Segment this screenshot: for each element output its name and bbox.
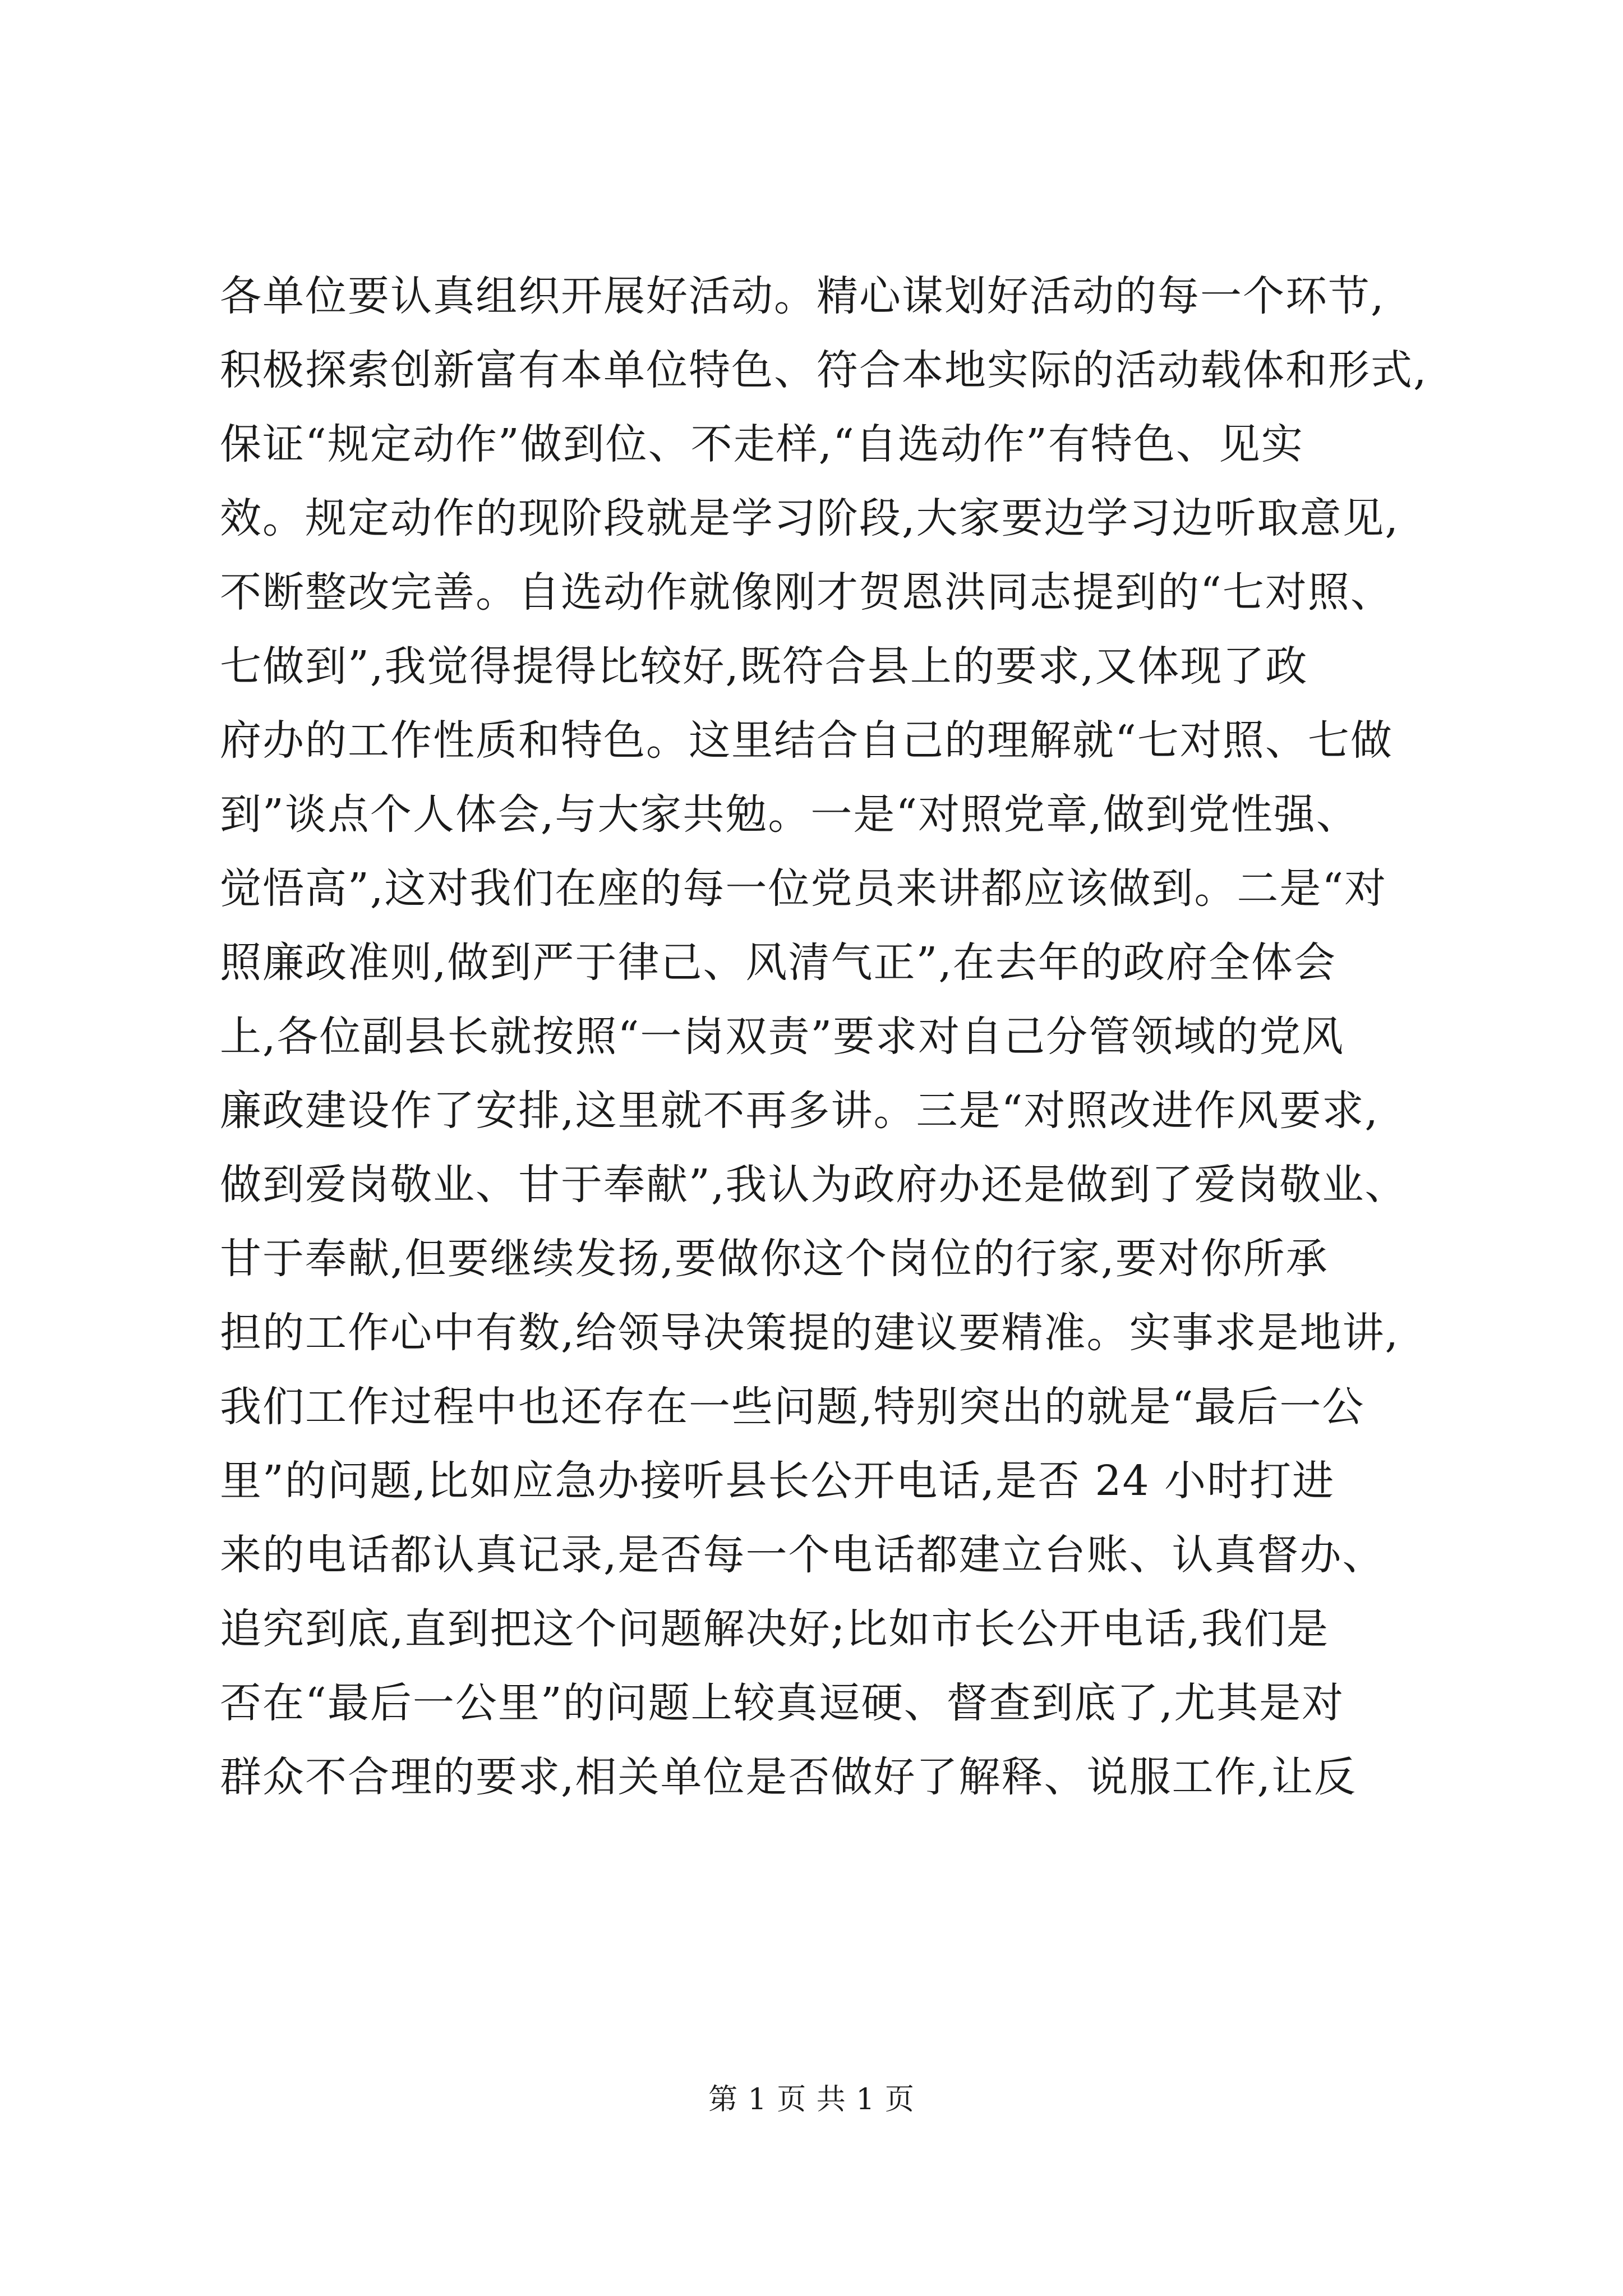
- text-line: 效。规定动作的现阶段就是学习阶段,大家要边学习边听取意见,: [220, 494, 1400, 542]
- text-line: 做到爱岗敬业、甘于奉献”,我认为政府办还是做到了爱岗敬业、: [220, 1161, 1408, 1209]
- text-line: 到”谈点个人体会,与大家共勉。一是“对照党章,做到党性强、: [220, 790, 1359, 839]
- page-footer: 第 1 页 共 1 页: [708, 2083, 915, 2116]
- text-line: 担的工作心中有数,给领导决策提的建议要精准。实事求是地讲,: [220, 1309, 1400, 1357]
- text-line: 上,各位副县长就按照“一岗双责”要求对自己分管领域的党风: [220, 1013, 1345, 1061]
- text-line: 觉悟高”,这对我们在座的每一位党员来讲都应该做到。二是“对: [220, 864, 1387, 913]
- text-line: 各单位要认真组织开展好活动。精心谋划好活动的每一个环节,: [220, 272, 1385, 320]
- text-line: 七做到”,我觉得提得比较好,既符合县上的要求,又体现了政: [220, 642, 1308, 691]
- text-line: 府办的工作性质和特色。这里结合自己的理解就“七对照、七做: [220, 716, 1393, 765]
- text-line: 廉政建设作了安排,这里就不再多讲。三是“对照改进作风要求,: [220, 1087, 1379, 1135]
- body-text: [220, 259, 1482, 1814]
- text-line: 不断整改完善。自选动作就像刚才贺恩洪同志提到的“七对照、: [220, 568, 1393, 616]
- text-line: 群众不合理的要求,相关单位是否做好了解释、说服工作,让反: [220, 1753, 1357, 1801]
- text-line: 甘于奉献,但要继续发扬,要做你这个岗位的行家,要对你所承: [220, 1235, 1329, 1283]
- text-line: 来的电话都认真记录,是否每一个电话都建立台账、认真督办、: [220, 1531, 1385, 1579]
- text-line: 追究到底,直到把这个问题解决好;比如市长公开电话,我们是: [220, 1605, 1329, 1653]
- text-line: 里”的问题,比如应急办接听县长公开电话,是否 24 小时打进: [220, 1457, 1335, 1505]
- text-line: 保证“规定动作”做到位、不走样,“自选动作”有特色、见实: [220, 420, 1304, 468]
- text-line: 积极探索创新富有本单位特色、符合本地实际的活动载体和形式,: [220, 346, 1428, 394]
- text-line: 照廉政准则,做到严于律己、风清气正”,在去年的政府全体会: [220, 938, 1336, 987]
- text-line: 否在“最后一公里”的问题上较真逗硬、督查到底了,尤其是对: [220, 1679, 1345, 1727]
- text-line: 我们工作过程中也还存在一些问题,特别突出的就是“最后一公: [220, 1383, 1365, 1431]
